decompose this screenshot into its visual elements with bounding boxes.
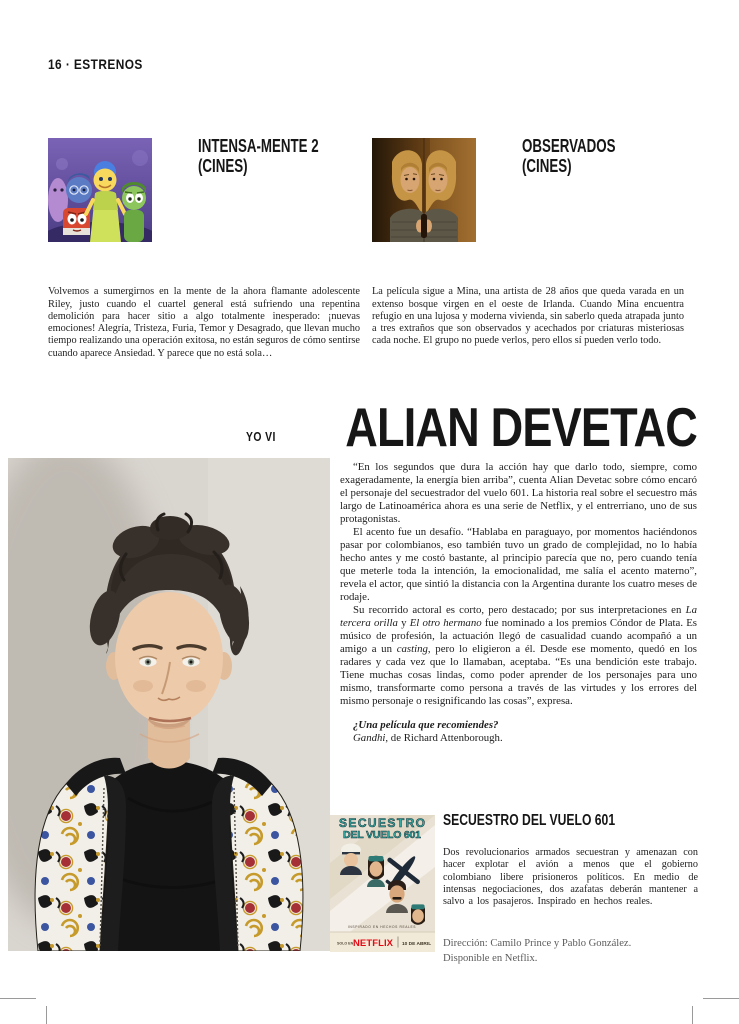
crop-mark-bottom-right-v <box>692 1006 693 1024</box>
release-title-line2: (CINES) <box>522 156 572 176</box>
release-thumbnail-observados <box>372 138 476 242</box>
crop-mark-bottom-left-v <box>46 1006 47 1024</box>
release-synopsis-observados: La película sigue a Mina, una artista de 28 años que queda varada en un extenso bosque virgen en el oeste de Irlanda. Cuando Mina encuentra refugio en una lujosa y moderna vivienda, sin saberlo queda atrapada junto a tres extraños que son observados y acechados por criaturas misteriosas cada noche. El grupo no puede verlos, pero ellos sí pueden verlo todo. <box>372 286 684 347</box>
release-title-observados <box>522 136 648 176</box>
poster-solo-en: SOLO EN <box>337 941 354 946</box>
poster-date: 10 DE ABRIL <box>402 941 432 947</box>
feature-paragraph-3: Su recorrido actoral es corto, pero destacado; por sus interpretaciones en La tercera orilla y El otro hermano fue nominado a los premios Cóndor de Plata. Es músico de profesión, la actuación llegó de casualidad cuando acompañó a un amigo a un casting, pero lo eligieron a él. Desde ese momento, quedó en los radares y cada vez que lo llamaban, aceptaba. “Es una bendición este trabajo. Tiene muchas cosas lindas, como poder aprender de los personajes para uno mismo, transformarte como persona a través de las virtudes y los errores del mismo personaje o resignificando las cosas”, expresa. <box>340 604 698 707</box>
feature-article <box>340 461 697 745</box>
the-watchers-image <box>372 138 476 242</box>
series-availability: Disponible en Netflix. <box>443 953 538 964</box>
alian-devetac-portrait <box>8 458 330 956</box>
release-thumbnail-intensamente <box>48 138 152 242</box>
poster-image <box>330 815 435 952</box>
release-title-intensamente <box>198 136 361 176</box>
feature-paragraph-2: El acento fue un desafío. “Hablaba en paraguayo, por momentos haciéndonos pasar por colombianos, eso también tuvo un grado de complejidad, no lo había hecho antes y me costó bastante, al principio parecía que no, pero cuando tenía que meterle toda la intención, la emocionalidad, me salía el acento materno”, revela el actor, que sintió la distancia con la Argentina durante los cuatro meses de rodaje. <box>340 526 697 603</box>
release-title-line2: (CINES) <box>198 156 248 176</box>
netflix-logo: NETFLIX <box>353 938 393 949</box>
poster-tagline: INSPIRADO EN HECHOS REALES <box>347 925 417 929</box>
feature-kicker: YO VI <box>246 429 276 444</box>
page-folio: 16 · ESTRENOS <box>48 56 143 72</box>
feature-qa <box>340 719 697 745</box>
feature-title: ALIAN DEVETAC <box>345 396 697 458</box>
feature-paragraph-1: “En los segundos que dura la acción hay que darlo todo, siempre, como exageradamente, la energía bien arriba”, cuenta Alian Devetac sobre cómo encaró el personaje del secuestrador del vuelo 601. La historia real sobre el secuestro más largo de Latinoamérica ahora es una serie de Netflix, y el entrerriano, uno de sus protagonistas. <box>340 461 697 525</box>
flight-601-poster <box>330 815 435 957</box>
poster-title-line2: DEL VUELO 601 <box>343 829 421 841</box>
portrait-image <box>8 458 330 951</box>
series-credits <box>443 936 703 966</box>
feature-title-wrap <box>268 396 697 458</box>
crop-mark-bottom-left-h <box>0 998 36 999</box>
qa-answer: Gandhi, de Richard Attenborough. <box>353 732 503 744</box>
qa-question: ¿Una película que recomiendes? <box>353 719 499 731</box>
release-title-line1: INTENSA-MENTE 2 <box>198 136 319 156</box>
poster-title-line1: SECUESTRO <box>339 816 425 830</box>
release-title-line1: OBSERVADOS <box>522 136 616 156</box>
inside-out-2-image <box>48 138 152 242</box>
series-title: SECUESTRO DEL VUELO 601 <box>443 812 616 829</box>
crop-mark-bottom-right-h <box>703 998 739 999</box>
release-synopsis-intensamente: Volvemos a sumergirnos en la mente de la ahora flamante adolescente Riley, justo cuando el cuartel general está sufriendo una repentina demolición para hacer sitio a algo totalmente inesperado: ¡nuevas emociones! Alegría, Tristeza, Furia, Temor y Desagrado, que llevan mucho tiempo realizando una operación exitosa, no están seguros de cómo sentirse cuando aparece Ansiedad. Y parece que no está sola… <box>48 286 360 359</box>
series-direction: Dirección: Camilo Prince y Pablo González. <box>443 938 632 949</box>
series-synopsis: Dos revolucionarios armados secuestran y amenazan con hacer explotar el avión a menos que el gobierno colombiano libere prisioneros políticos. En medio de intensas negociaciones, dos azafatas deberán mantener a salvo a los pasajeros. Inspirado en hechos reales. <box>443 847 698 907</box>
